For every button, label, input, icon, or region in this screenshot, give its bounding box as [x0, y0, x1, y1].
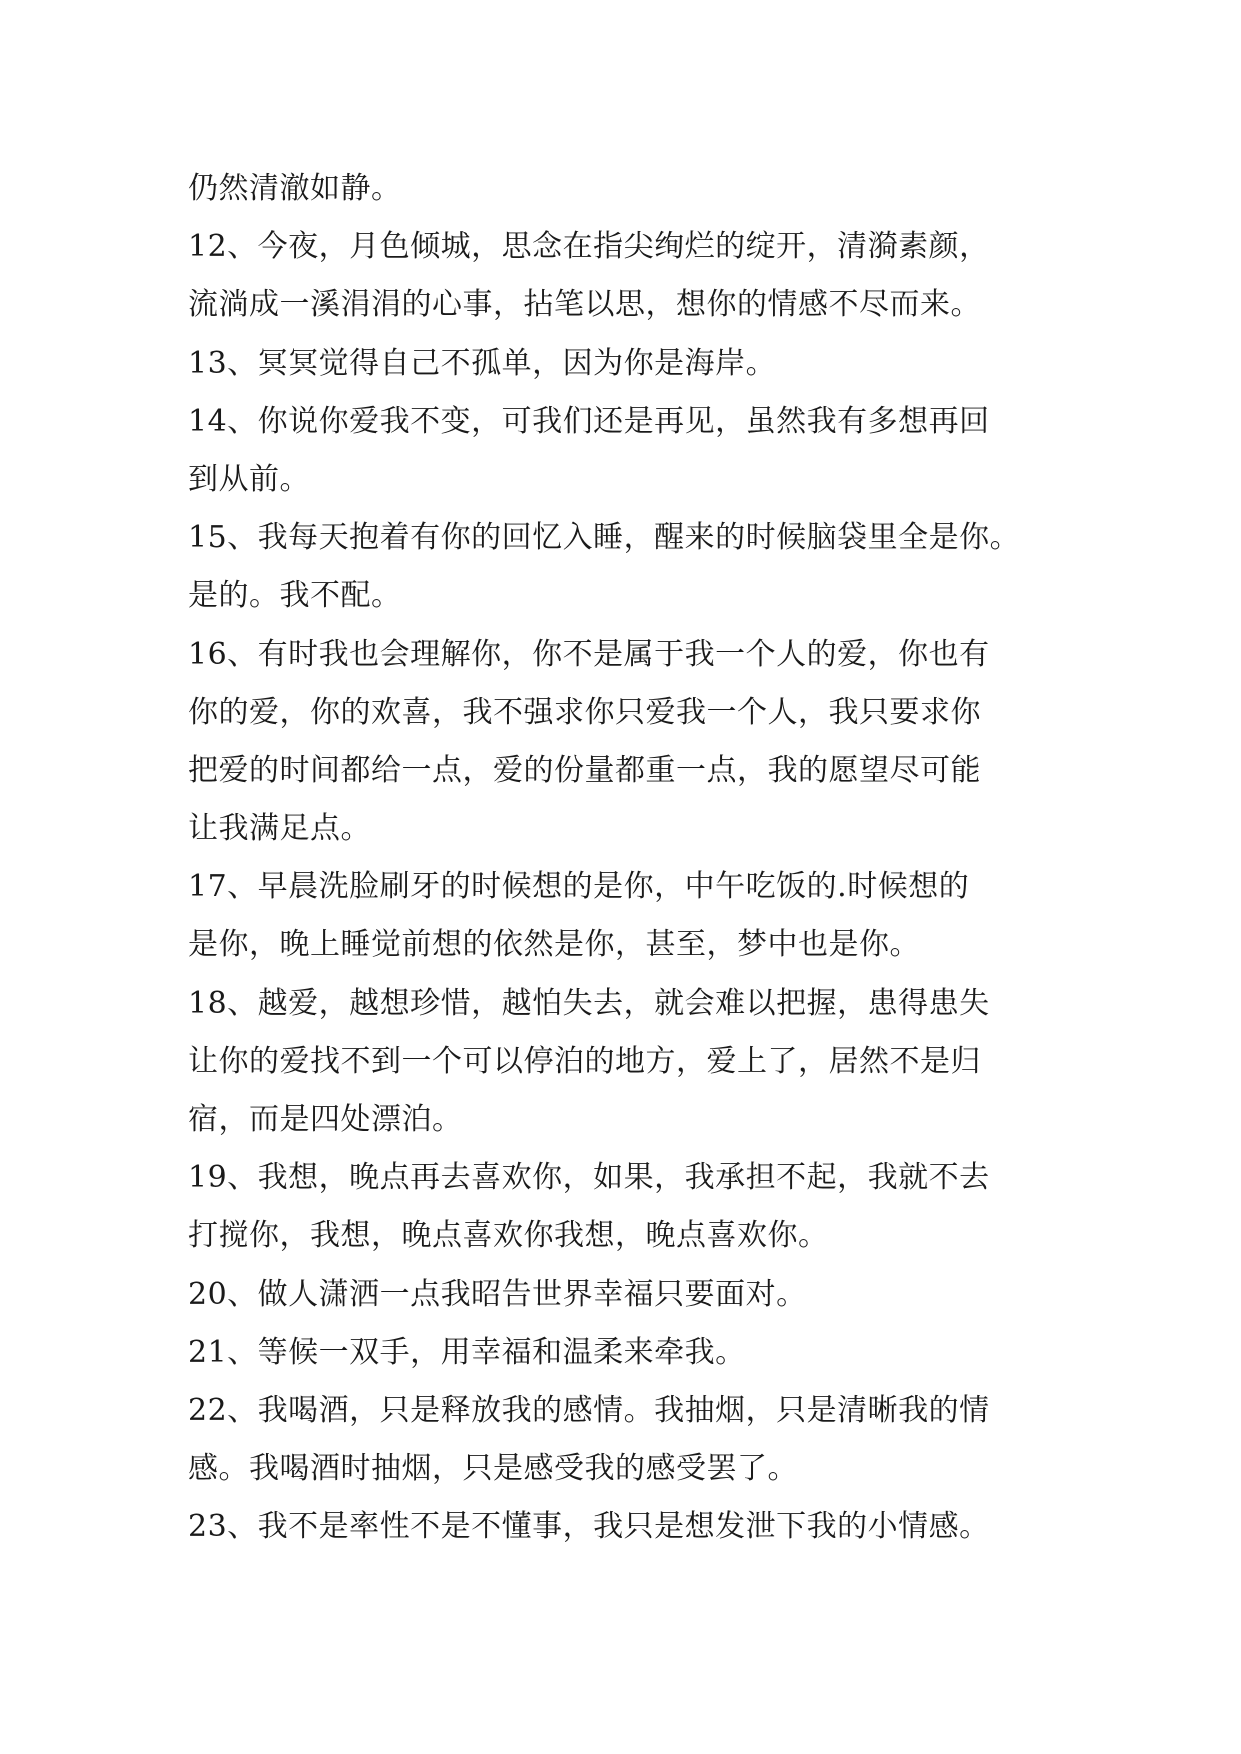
text-line: 感。我喝酒时抽烟，只是感受我的感受罢了。	[188, 1451, 798, 1487]
document-body	[188, 160, 1088, 1557]
text-line: 让我满足点。	[188, 811, 371, 847]
text-line: 21、等候一双手，用幸福和温柔来牵我。	[188, 1334, 746, 1370]
text-line: 22、我喝酒，只是释放我的感情。我抽烟，只是清晰我的情	[188, 1392, 990, 1428]
text-line: 15、我每天抱着有你的回忆入睡，醒来的时候脑袋里全是你。	[188, 520, 1021, 556]
text-line: 到从前。	[188, 461, 310, 497]
text-line: 17、早晨洗脸刷牙的时候想的是你，中午吃饭的.时候想的	[188, 869, 970, 905]
text-line: 把爱的时间都给一点，爱的份量都重一点，我的愿望尽可能	[188, 752, 981, 788]
text-line: 20、做人潇洒一点我昭告世界幸福只要面对。	[188, 1276, 807, 1312]
text-line: 12、今夜，月色倾城，思念在指尖绚烂的绽开，清漪素颜，	[188, 229, 990, 265]
text-line: 是你，晚上睡觉前想的依然是你，甚至，梦中也是你。	[188, 927, 920, 963]
text-line: 14、你说你爱我不变，可我们还是再见，虽然我有多想再回	[188, 403, 990, 439]
text-line: 19、我想，晚点再去喜欢你，如果，我承担不起，我就不去	[188, 1160, 990, 1196]
text-line: 打搅你，我想，晚点喜欢你我想，晚点喜欢你。	[188, 1218, 829, 1254]
text-line: 宿，而是四处漂泊。	[188, 1102, 463, 1137]
text-line: 13、冥冥觉得自己不孤单，因为你是海岸。	[188, 345, 777, 381]
text-line: 是的。我不配。	[188, 578, 402, 614]
text-line: 18、越爱，越想珍惜，越怕失去，就会难以把握，患得患失	[188, 985, 990, 1021]
text-line: 23、我不是率性不是不懂事，我只是想发泄下我的小情感。	[188, 1509, 990, 1545]
text-line: 流淌成一溪涓涓的心事，拈笔以思，想你的情感不尽而来。	[188, 287, 981, 323]
text-line: 让你的爱找不到一个可以停泊的地方，爱上了，居然不是归	[188, 1043, 981, 1079]
text-line: 你的爱，你的欢喜，我不强求你只爱我一个人，我只要求你	[188, 694, 981, 730]
text-line: 16、有时我也会理解你，你不是属于我一个人的爱，你也有	[188, 636, 990, 672]
text-line: 仍然清澈如静。	[188, 171, 402, 206]
